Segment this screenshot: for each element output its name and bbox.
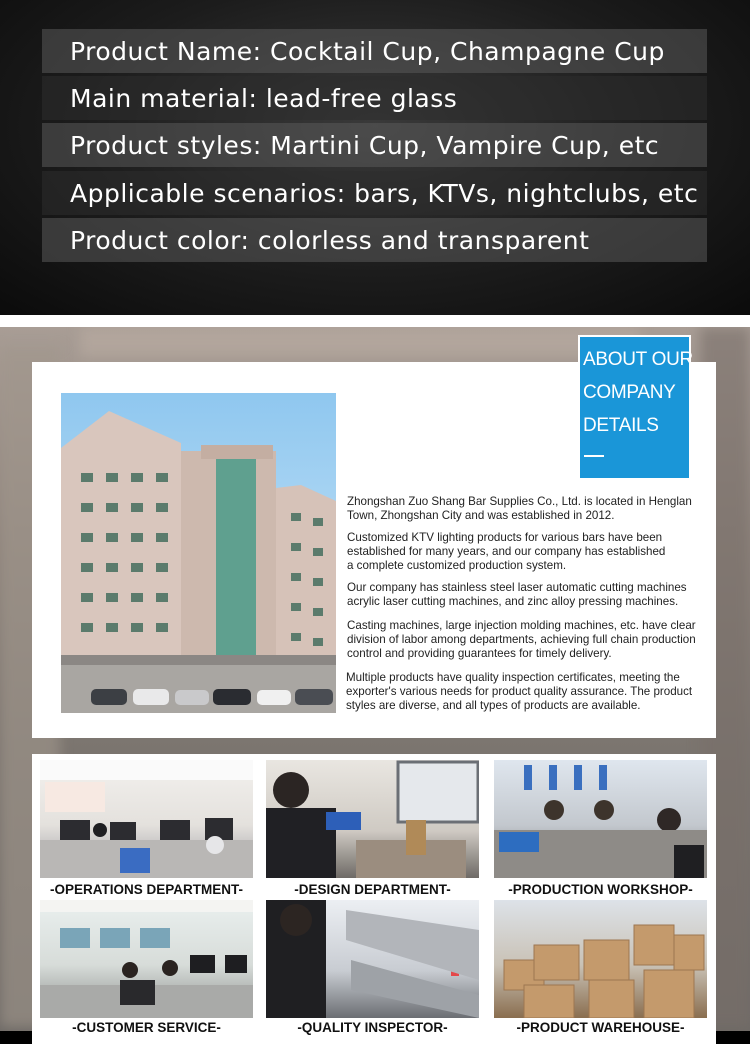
spec-applicable-scenarios: Applicable scenarios: bars, KTVs, nightclubs, etc <box>42 171 707 215</box>
quality-inspector-caption: -QUALITY INSPECTOR- <box>297 1020 448 1035</box>
about-tag-dash <box>584 455 604 457</box>
operations-department-photo <box>40 760 253 878</box>
spec-product-styles: Product styles: Martini Cup, Vampire Cup, etc <box>42 123 707 167</box>
about-company-tag <box>578 335 691 480</box>
product-spec-panel <box>0 0 750 315</box>
about-tag-line-1: ABOUT OUR <box>583 349 693 370</box>
about-paragraph-2: Customized KTV lighting products for various bars have been established for many years, and our company has established a complete customized production system. <box>347 531 666 572</box>
about-paragraph-4: Casting machines, large injection molding machines, etc. have clear division of labor among departments, achieving full chain production control and providing guarantees for timely delivery. <box>347 619 696 660</box>
product-warehouse-photo <box>494 900 707 1018</box>
production-workshop-caption: -PRODUCTION WORKSHOP- <box>508 882 693 897</box>
customer-service-photo <box>40 900 253 1018</box>
customer-service-caption: -CUSTOMER SERVICE- <box>72 1020 221 1035</box>
quality-inspector-photo <box>266 900 479 1018</box>
operations-department-caption: -OPERATIONS DEPARTMENT- <box>49 882 243 897</box>
section-divider <box>0 315 750 327</box>
spec-main-material: Main material: lead-free glass <box>42 76 707 120</box>
about-tag-line-2: COMPANY <box>583 382 676 403</box>
design-department-caption: -DESIGN DEPARTMENT- <box>294 882 451 897</box>
design-department-photo <box>266 760 479 878</box>
about-paragraph-3: Our company has stainless steel laser automatic cutting machines acrylic laser cutting machines, and zinc alloy pressing machines. <box>347 581 687 608</box>
product-warehouse-caption: -PRODUCT WAREHOUSE- <box>516 1020 685 1035</box>
company-building-photo <box>61 393 336 713</box>
about-paragraph-5: Multiple products have quality inspection certificates, meeting the exporter's various needs for product quality assurance. The product styles are diverse, and all types of products are available. <box>346 671 693 712</box>
spec-product-name: Product Name: Cocktail Cup, Champagne Cup <box>42 29 707 73</box>
about-tag-line-3: DETAILS <box>583 415 659 436</box>
spec-product-color: Product color: colorless and transparent <box>42 218 707 262</box>
production-workshop-photo <box>494 760 707 878</box>
about-paragraph-1: Zhongshan Zuo Shang Bar Supplies Co., Ltd. is located in Henglan Town, Zhongshan City and was established in 2012. <box>347 495 692 522</box>
